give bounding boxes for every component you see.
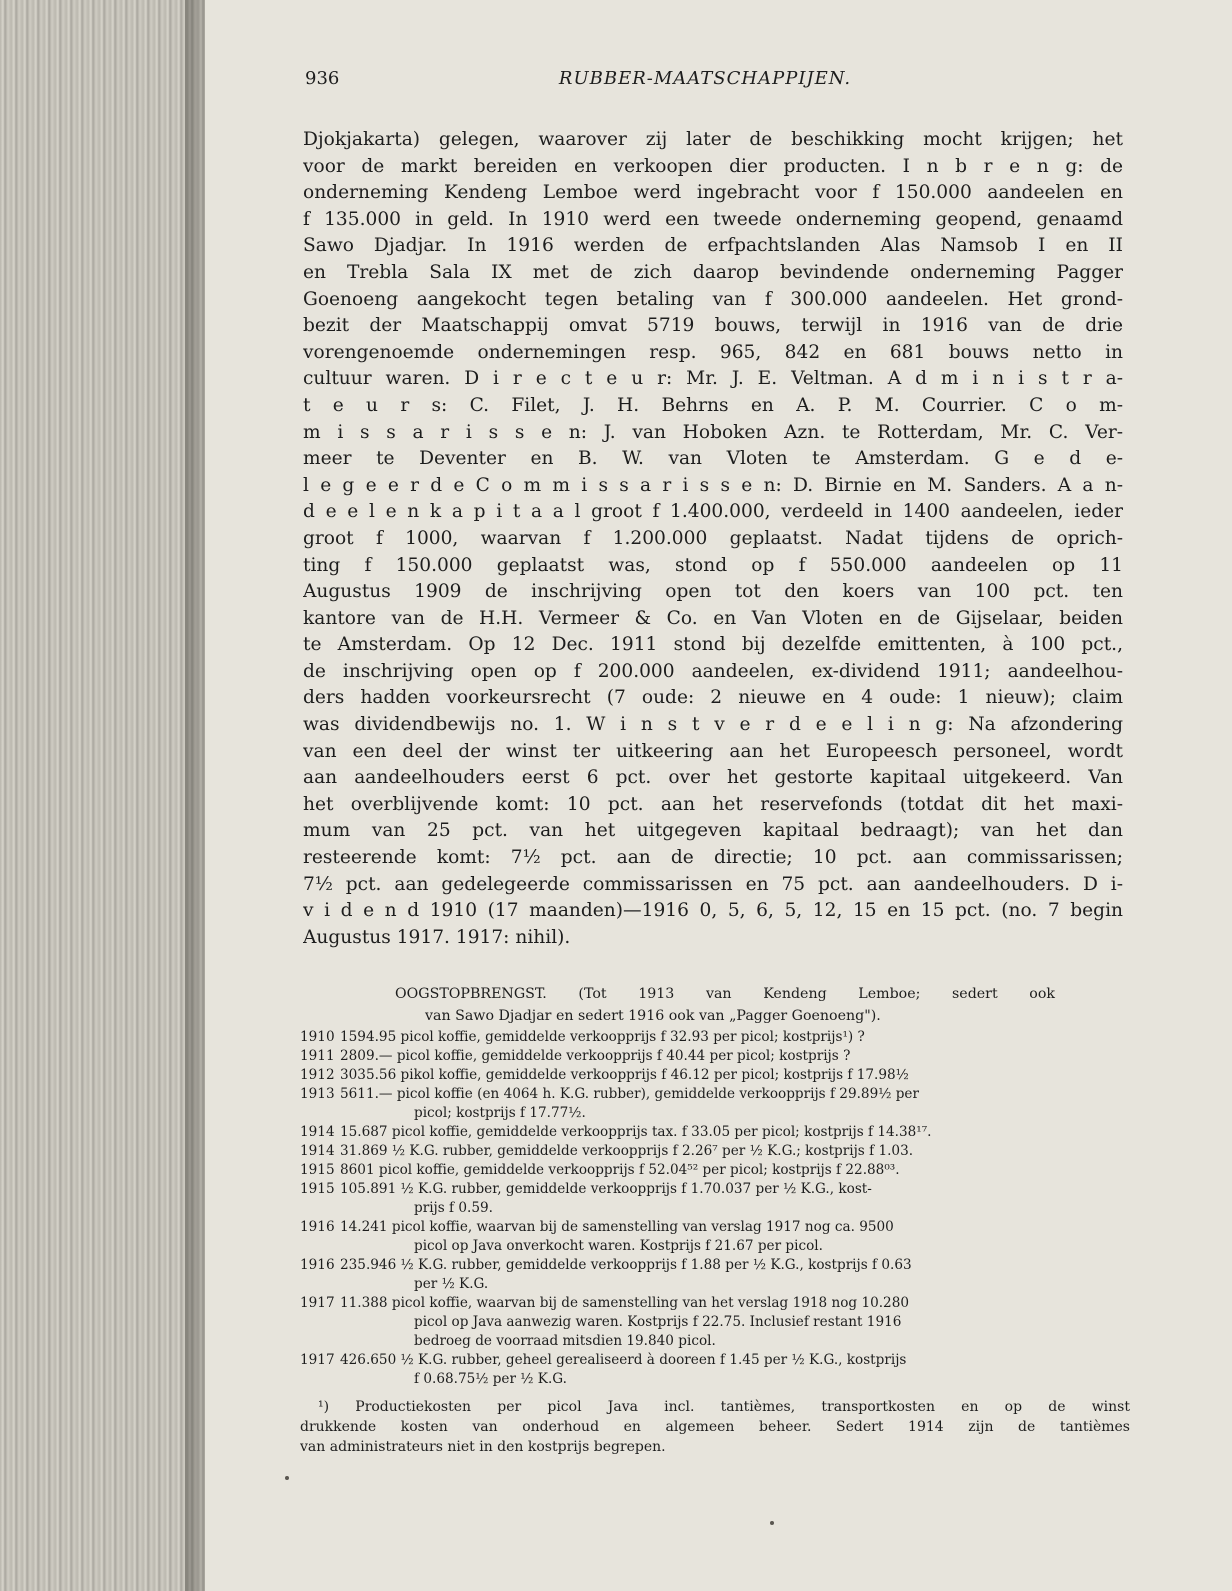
- harvest-row: [300, 1123, 1130, 1142]
- body-line: Goenoeng aangekocht tegen betaling van f 300.000 aandeelen. Het grond-: [303, 288, 1123, 310]
- body-line: groot f 1000, waarvan f 1.200.000 geplaatst. Nadat tijdens de oprich-: [303, 527, 1123, 549]
- body-line: mum van 25 pct. van het uitgegeven kapitaal bedraagt); van het dan: [303, 820, 1123, 842]
- running-head-title: RUBBER-MAATSCHAPPIJEN.: [558, 68, 852, 89]
- company-description: [303, 127, 1123, 951]
- harvest-year: 1914: [300, 1124, 335, 1140]
- harvest-text: picol op Java aanwezig waren. Kostprijs f 22.75. Inclusief restant 1916: [414, 1314, 902, 1330]
- body-line: meer te Deventer en B. W. van Vloten te Amsterdam. G e d e-: [303, 448, 1123, 470]
- harvest-text: prijs f 0.59.: [414, 1200, 494, 1216]
- harvest-row: [300, 1047, 1130, 1066]
- body-line: v i d e n d 1910 (17 maanden)—1916 0, 5, 6, 5, 12, 15 en 15 pct. (no. 7 begin: [303, 900, 1123, 922]
- body-line: te Amsterdam. Op 12 Dec. 1911 stond bij dezelfde emittenten, à 100 pct.,: [303, 634, 1123, 656]
- footnote-line: drukkende kosten van onderhoud en algemeen beheer. Sedert 1914 zijn de tantièmes: [300, 1419, 1130, 1435]
- footnote-line: van administrateurs niet in den kostprijs begrepen.: [300, 1439, 666, 1455]
- harvest-row: [300, 1180, 1130, 1218]
- print-speck: [770, 1521, 774, 1525]
- page-number: 936: [305, 68, 340, 89]
- body-line: bezit der Maatschappij omvat 5719 bouws, terwijl in 1916 van de drie: [303, 315, 1123, 337]
- body-line: het overblijvende komt: 10 pct. aan het reservefonds (totdat dit het maxi-: [303, 793, 1123, 815]
- harvest-heading-line: OOGSTOPBRENGST. (Tot 1913 van Kendeng Lemboe; sedert ook: [395, 986, 1055, 1002]
- harvest-year: 1915: [300, 1162, 335, 1178]
- harvest-text: 8601 picol koffie, gemiddelde verkoopprijs f 52.04⁵² per picol; kostprijs f 22.88⁰³.: [340, 1162, 900, 1178]
- harvest-row: [300, 1351, 1130, 1389]
- body-line: m i s s a r i s s e n: J. van Hoboken Azn. te Rotterdam, Mr. C. Ver-: [303, 421, 1123, 443]
- body-line: resteerende komt: 7½ pct. aan de directie; 10 pct. aan commissarissen;: [303, 847, 1123, 869]
- body-line: onderneming Kendeng Lemboe werd ingebracht voor f 150.000 aandeelen en: [303, 182, 1123, 204]
- body-line: Sawo Djadjar. In 1916 werden de erfpachtslanden Alas Namsob I en II: [303, 235, 1123, 257]
- harvest-text: picol op Java onverkocht waren. Kostprijs f 21.67 per picol.: [414, 1238, 823, 1254]
- harvest-year: 1910: [300, 1029, 335, 1045]
- harvest-text: 3035.56 pikol koffie, gemiddelde verkoopprijs f 46.12 per picol; kostprijs f 17.98½: [340, 1067, 909, 1083]
- harvest-row: [300, 1142, 1130, 1161]
- body-line: was dividendbewijs no. 1. W i n s t v e r d e e l i n g: Na afzondering: [303, 714, 1123, 736]
- body-line: Augustus 1909 de inschrijving open tot den koers van 100 pct. ten: [303, 581, 1123, 603]
- harvest-text: picol; kostprijs f 17.77½.: [414, 1105, 586, 1121]
- harvest-year: 1912: [300, 1067, 335, 1083]
- harvest-text: f 0.68.75½ per ½ K.G.: [414, 1371, 567, 1387]
- harvest-heading-line: van Sawo Djadjar en sedert 1916 ook van „Pagger Goenoeng").: [425, 1008, 881, 1024]
- harvest-row: [300, 1085, 1130, 1123]
- print-speck: [285, 1476, 289, 1480]
- harvest-row: [300, 1161, 1130, 1180]
- harvest-text: bedroeg de voorraad mitsdien 19.840 picol.: [414, 1333, 716, 1349]
- body-line: ting f 150.000 geplaatst was, stond op f 550.000 aandeelen op 11: [303, 554, 1123, 576]
- harvest-table: [300, 1028, 1130, 1389]
- harvest-text: per ½ K.G.: [414, 1276, 489, 1292]
- body-line: aan aandeelhouders eerst 6 pct. over het gestorte kapitaal uitgekeerd. Van: [303, 767, 1123, 789]
- body-line: voor de markt bereiden en verkoopen dier producten. I n b r e n g: de: [303, 155, 1123, 177]
- body-line: vorengenoemde ondernemingen resp. 965, 842 en 681 bouws netto in: [303, 341, 1123, 363]
- footnote: [300, 1397, 1130, 1457]
- harvest-text: 2809.— picol koffie, gemiddelde verkoopprijs f 40.44 per picol; kostprijs ?: [340, 1048, 851, 1064]
- harvest-text: 11.388 picol koffie, waarvan bij de samenstelling van het verslag 1918 nog 10.280: [340, 1295, 910, 1311]
- body-line: Djokjakarta) gelegen, waarover zij later de beschikking mocht krijgen; het: [303, 129, 1123, 150]
- book-page: [205, 0, 1232, 1591]
- harvest-text: 14.241 picol koffie, waarvan bij de samenstelling van verslag 1917 nog ca. 9500: [340, 1219, 894, 1235]
- harvest-year: 1914: [300, 1143, 335, 1159]
- body-line: kantore van de H.H. Vermeer & Co. en Van Vloten en de Gijselaar, beiden: [303, 607, 1123, 629]
- body-line: d e e l e n k a p i t a a l groot f 1.400.000, verdeeld in 1400 aandeelen, ieder: [303, 501, 1123, 523]
- harvest-row: [300, 1066, 1130, 1085]
- harvest-text: 31.869 ½ K.G. rubber, gemiddelde verkoopprijs f 2.26⁷ per ½ K.G.; kostprijs f 1.03.: [340, 1143, 914, 1159]
- harvest-row: [300, 1028, 1130, 1047]
- body-line: en Trebla Sala IX met de zich daarop bevindende onderneming Pagger: [303, 261, 1123, 283]
- harvest-row: [300, 1256, 1130, 1294]
- harvest-text: 105.891 ½ K.G. rubber, gemiddelde verkoopprijs f 1.70.037 per ½ K.G., kost-: [340, 1181, 872, 1197]
- harvest-text: 1594.95 picol koffie, gemiddelde verkoopprijs f 32.93 per picol; kostprijs¹) ?: [340, 1029, 865, 1045]
- body-line: 7½ pct. aan gedelegeerde commissarissen en 75 pct. aan aandeelhouders. D i-: [303, 873, 1123, 895]
- body-line: t e u r s: C. Filet, J. H. Behrns en A. P. M. Courrier. C o m-: [303, 394, 1123, 416]
- harvest-year: 1916: [300, 1257, 335, 1273]
- body-line: Augustus 1917. 1917: nihil).: [303, 926, 571, 948]
- harvest-text: 235.946 ½ K.G. rubber, gemiddelde verkoopprijs f 1.88 per ½ K.G., kostprijs f 0.63: [340, 1257, 912, 1273]
- body-line: ders hadden voorkeursrecht (7 oude: 2 nieuwe en 4 oude: 1 nieuw); claim: [303, 687, 1123, 709]
- body-line: de inschrijving open op f 200.000 aandeelen, ex-dividend 1911; aandeelhou-: [303, 660, 1123, 682]
- body-line: van een deel der winst ter uitkeering aan het Europeesch personeel, wordt: [303, 740, 1123, 762]
- harvest-row: [300, 1218, 1130, 1256]
- harvest-text: 15.687 picol koffie, gemiddelde verkoopprijs tax. f 33.05 per picol; kostprijs f 14.38¹⁷.: [340, 1124, 932, 1140]
- harvest-heading: [395, 983, 1055, 1027]
- harvest-row: [300, 1294, 1130, 1351]
- body-line: l e g e e r d e C o m m i s s a r i s s e n: D. Birnie en M. Sanders. A a n-: [303, 474, 1123, 496]
- book-page-edges: [0, 0, 205, 1591]
- harvest-year: 1913: [300, 1086, 335, 1102]
- harvest-year: 1917: [300, 1295, 335, 1311]
- harvest-year: 1917: [300, 1352, 335, 1368]
- harvest-year: 1911: [300, 1048, 335, 1064]
- body-line: cultuur waren. D i r e c t e u r: Mr. J. E. Veltman. A d m i n i s t r a-: [303, 368, 1123, 390]
- harvest-year: 1916: [300, 1219, 335, 1235]
- footnote-line: ¹) Productiekosten per picol Java incl. tantièmes, transportkosten en op de winst: [318, 1399, 1130, 1415]
- running-head: [305, 68, 1105, 94]
- harvest-text: 426.650 ½ K.G. rubber, geheel gerealiseerd à dooreen f 1.45 per ½ K.G., kostprijs: [340, 1352, 907, 1368]
- harvest-text: 5611.— picol koffie (en 4064 h. K.G. rubber), gemiddelde verkoopprijs f 29.89½ per: [340, 1086, 919, 1102]
- body-line: f 135.000 in geld. In 1910 werd een tweede onderneming geopend, genaamd: [303, 208, 1123, 230]
- harvest-year: 1915: [300, 1181, 335, 1197]
